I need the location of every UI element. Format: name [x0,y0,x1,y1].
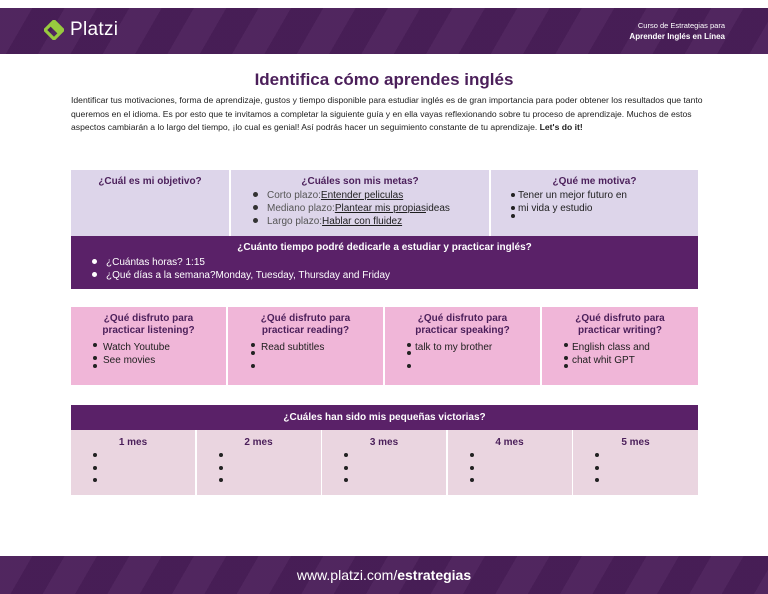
course-line-2: Aprender Inglés en Línea [629,32,725,41]
skill-item [407,341,492,354]
bullet-icon [92,272,97,277]
bullet-icon [470,466,474,470]
bullet-icon [93,343,97,347]
skill-item-text[interactable]: Watch Youtube [103,342,170,353]
skill-question-line2: practicar speaking? [415,325,510,336]
bullet-icon [511,193,515,197]
skill-speaking-cell [385,307,540,385]
motivation-item [511,215,627,219]
goals-question: ¿Cuáles son mis metas? [301,176,419,187]
skill-question-line2: practicar writing? [578,325,662,336]
goal-label: Mediano plazo: [267,203,335,214]
skill-item [93,367,170,380]
course-name [629,20,725,42]
footer-link[interactable] [297,567,471,583]
victories-section [71,430,698,495]
skill-item-text[interactable]: See movies [103,355,156,366]
motivation-item [511,189,627,202]
bullet-icon [93,453,97,457]
skill-item [251,341,324,354]
bullet-icon [219,478,223,482]
bullet-icon [93,478,97,482]
skill-question-line2: practicar listening? [102,325,195,336]
bullet-icon [595,466,599,470]
skill-question [71,307,226,337]
month-list[interactable] [470,454,483,492]
skill-list [407,341,492,380]
skill-question [542,307,698,337]
skill-item [407,354,492,367]
bullet-icon [253,218,258,223]
bullet-icon [511,214,515,218]
days-item [92,269,390,282]
days-label: ¿Qué días a la semana? [106,270,216,281]
skill-item [407,367,492,380]
footer-url-bold: estrategias [397,567,472,583]
skill-question-line1: ¿Qué disfruto para [103,313,194,324]
bullet-icon [407,351,411,355]
bullet-icon [564,343,568,347]
skill-writing-cell [542,307,698,385]
bullet-icon [344,478,348,482]
month-cell [573,430,698,495]
skill-list [251,341,324,380]
month-list[interactable] [93,454,106,492]
skill-question-line1: ¿Qué disfruto para [417,313,508,324]
skill-item [564,354,650,367]
logo-text: Platzi [70,19,119,40]
bullet-icon [407,343,411,347]
skill-item [564,367,650,380]
days-value[interactable]: Monday, Tuesday, Thursday and Friday [215,270,391,281]
time-list [92,256,390,282]
intro-text: Identificar tus motivaciones, forma de aprendizaje, gustos y tiempo disponible para estudiar inglés es de gran importancia para poder obtener los resultados que tanto queremos en el idioma. Es por esto que te invitamos a completar la siguiente guía y en ella vayas reflexionando sobre tu proceso de aprendizaje. Muchos de estos aspectos cambiarán a lo largo del tiempo, ¡lo cual es genial! Así podrás hacer un seguimiento constante de tu aprendizaje. [71,95,703,132]
victories-question: ¿Cuáles han sido mis pequeñas victorias? [71,405,698,430]
month-label: 1 mes [118,437,148,448]
bullet-icon [93,466,97,470]
skill-item [93,354,170,367]
bullet-icon [219,466,223,470]
month-label: 5 mes [621,437,650,448]
goal-long [253,215,450,228]
bullet-icon [407,364,411,368]
month-cell [448,430,572,495]
skill-list [564,341,650,380]
bullet-icon [253,192,258,197]
motivation-text[interactable]: mi vida y estudio [518,203,593,214]
goals-cell [231,170,489,236]
bullet-icon [219,453,223,457]
skill-item-text[interactable]: Read subtitles [261,342,325,353]
footer-banner [0,556,768,594]
month-list[interactable] [219,454,232,492]
goal-medium [253,202,450,215]
bullet-icon [92,259,97,264]
goal-answer-field[interactable]: Plantear mis propias [334,203,426,214]
bullet-icon [595,478,599,482]
goals-section [71,170,698,236]
skill-item-text[interactable]: English class and [572,342,650,353]
header-banner [0,8,768,54]
skill-item-text[interactable]: chat whit GPT [572,355,635,366]
skill-question [385,307,540,337]
bullet-icon [251,364,255,368]
skills-section [71,307,698,385]
month-label: 3 mes [369,437,399,448]
skill-reading-cell [228,307,383,385]
skill-question-line1: ¿Qué disfruto para [260,313,351,324]
motivation-list [511,189,627,219]
skill-question [228,307,383,337]
intro-paragraph [71,94,703,135]
objective-question: ¿Cuál es mi objetivo? [98,176,202,187]
goal-short [253,189,450,202]
time-question: ¿Cuánto tiempo podré dedicarle a estudiar y practicar inglés? [237,242,532,253]
bullet-icon [251,351,255,355]
month-label: 2 mes [244,437,273,448]
skill-item [251,367,324,380]
skill-item [564,341,650,354]
skill-question-line1: ¿Qué disfruto para [575,313,665,324]
bullet-icon [344,466,348,470]
intro-bold: Let's do it! [539,122,583,132]
skill-item-text[interactable]: talk to my brother [415,342,493,353]
platzi-logo-icon [44,20,64,40]
bullet-icon [511,206,515,210]
goals-list [253,189,450,228]
page-title: Identifica cómo aprendes inglés [254,70,514,89]
hours-text[interactable]: ¿Cuántas horas? 1:15 [106,257,205,268]
bullet-icon [93,356,97,360]
skill-item [251,354,324,367]
goal-answer-extra: ideas [425,203,450,214]
skill-listening-cell [71,307,226,385]
bullet-icon [470,453,474,457]
platzi-logo[interactable] [44,19,118,41]
goal-answer-field[interactable]: Hablar con fluidez [322,216,403,227]
month-cell [322,430,446,495]
course-line-1: Curso de Estrategias para [637,21,725,30]
bullet-icon [344,453,348,457]
skill-question-line2: practicar reading? [261,325,350,336]
bullet-icon [251,343,255,347]
hours-item [92,256,390,269]
goal-label: Largo plazo: [267,216,323,227]
skill-list [93,341,170,380]
motivation-cell [491,170,698,236]
time-section [71,236,698,289]
bullet-icon [93,364,97,368]
bullet-icon [470,478,474,482]
motivation-item [511,202,627,215]
bullet-icon [595,453,599,457]
month-list[interactable] [344,454,357,492]
month-label: 4 mes [495,437,524,448]
motivation-text[interactable]: Tener un mejor futuro en [518,190,627,201]
objective-cell [71,170,229,236]
bullet-icon [253,205,258,210]
bullet-icon [564,356,568,360]
footer-url-prefix: www.platzi.com/ [296,567,398,583]
month-cell [71,430,195,495]
month-list[interactable] [595,454,608,492]
motivation-question: ¿Qué me motiva? [552,176,637,187]
month-cell [197,430,321,495]
goal-answer-field[interactable]: Entender peliculas [320,190,404,201]
skill-item [93,341,170,354]
bullet-icon [564,364,568,368]
goal-label: Corto plazo: [267,190,321,201]
